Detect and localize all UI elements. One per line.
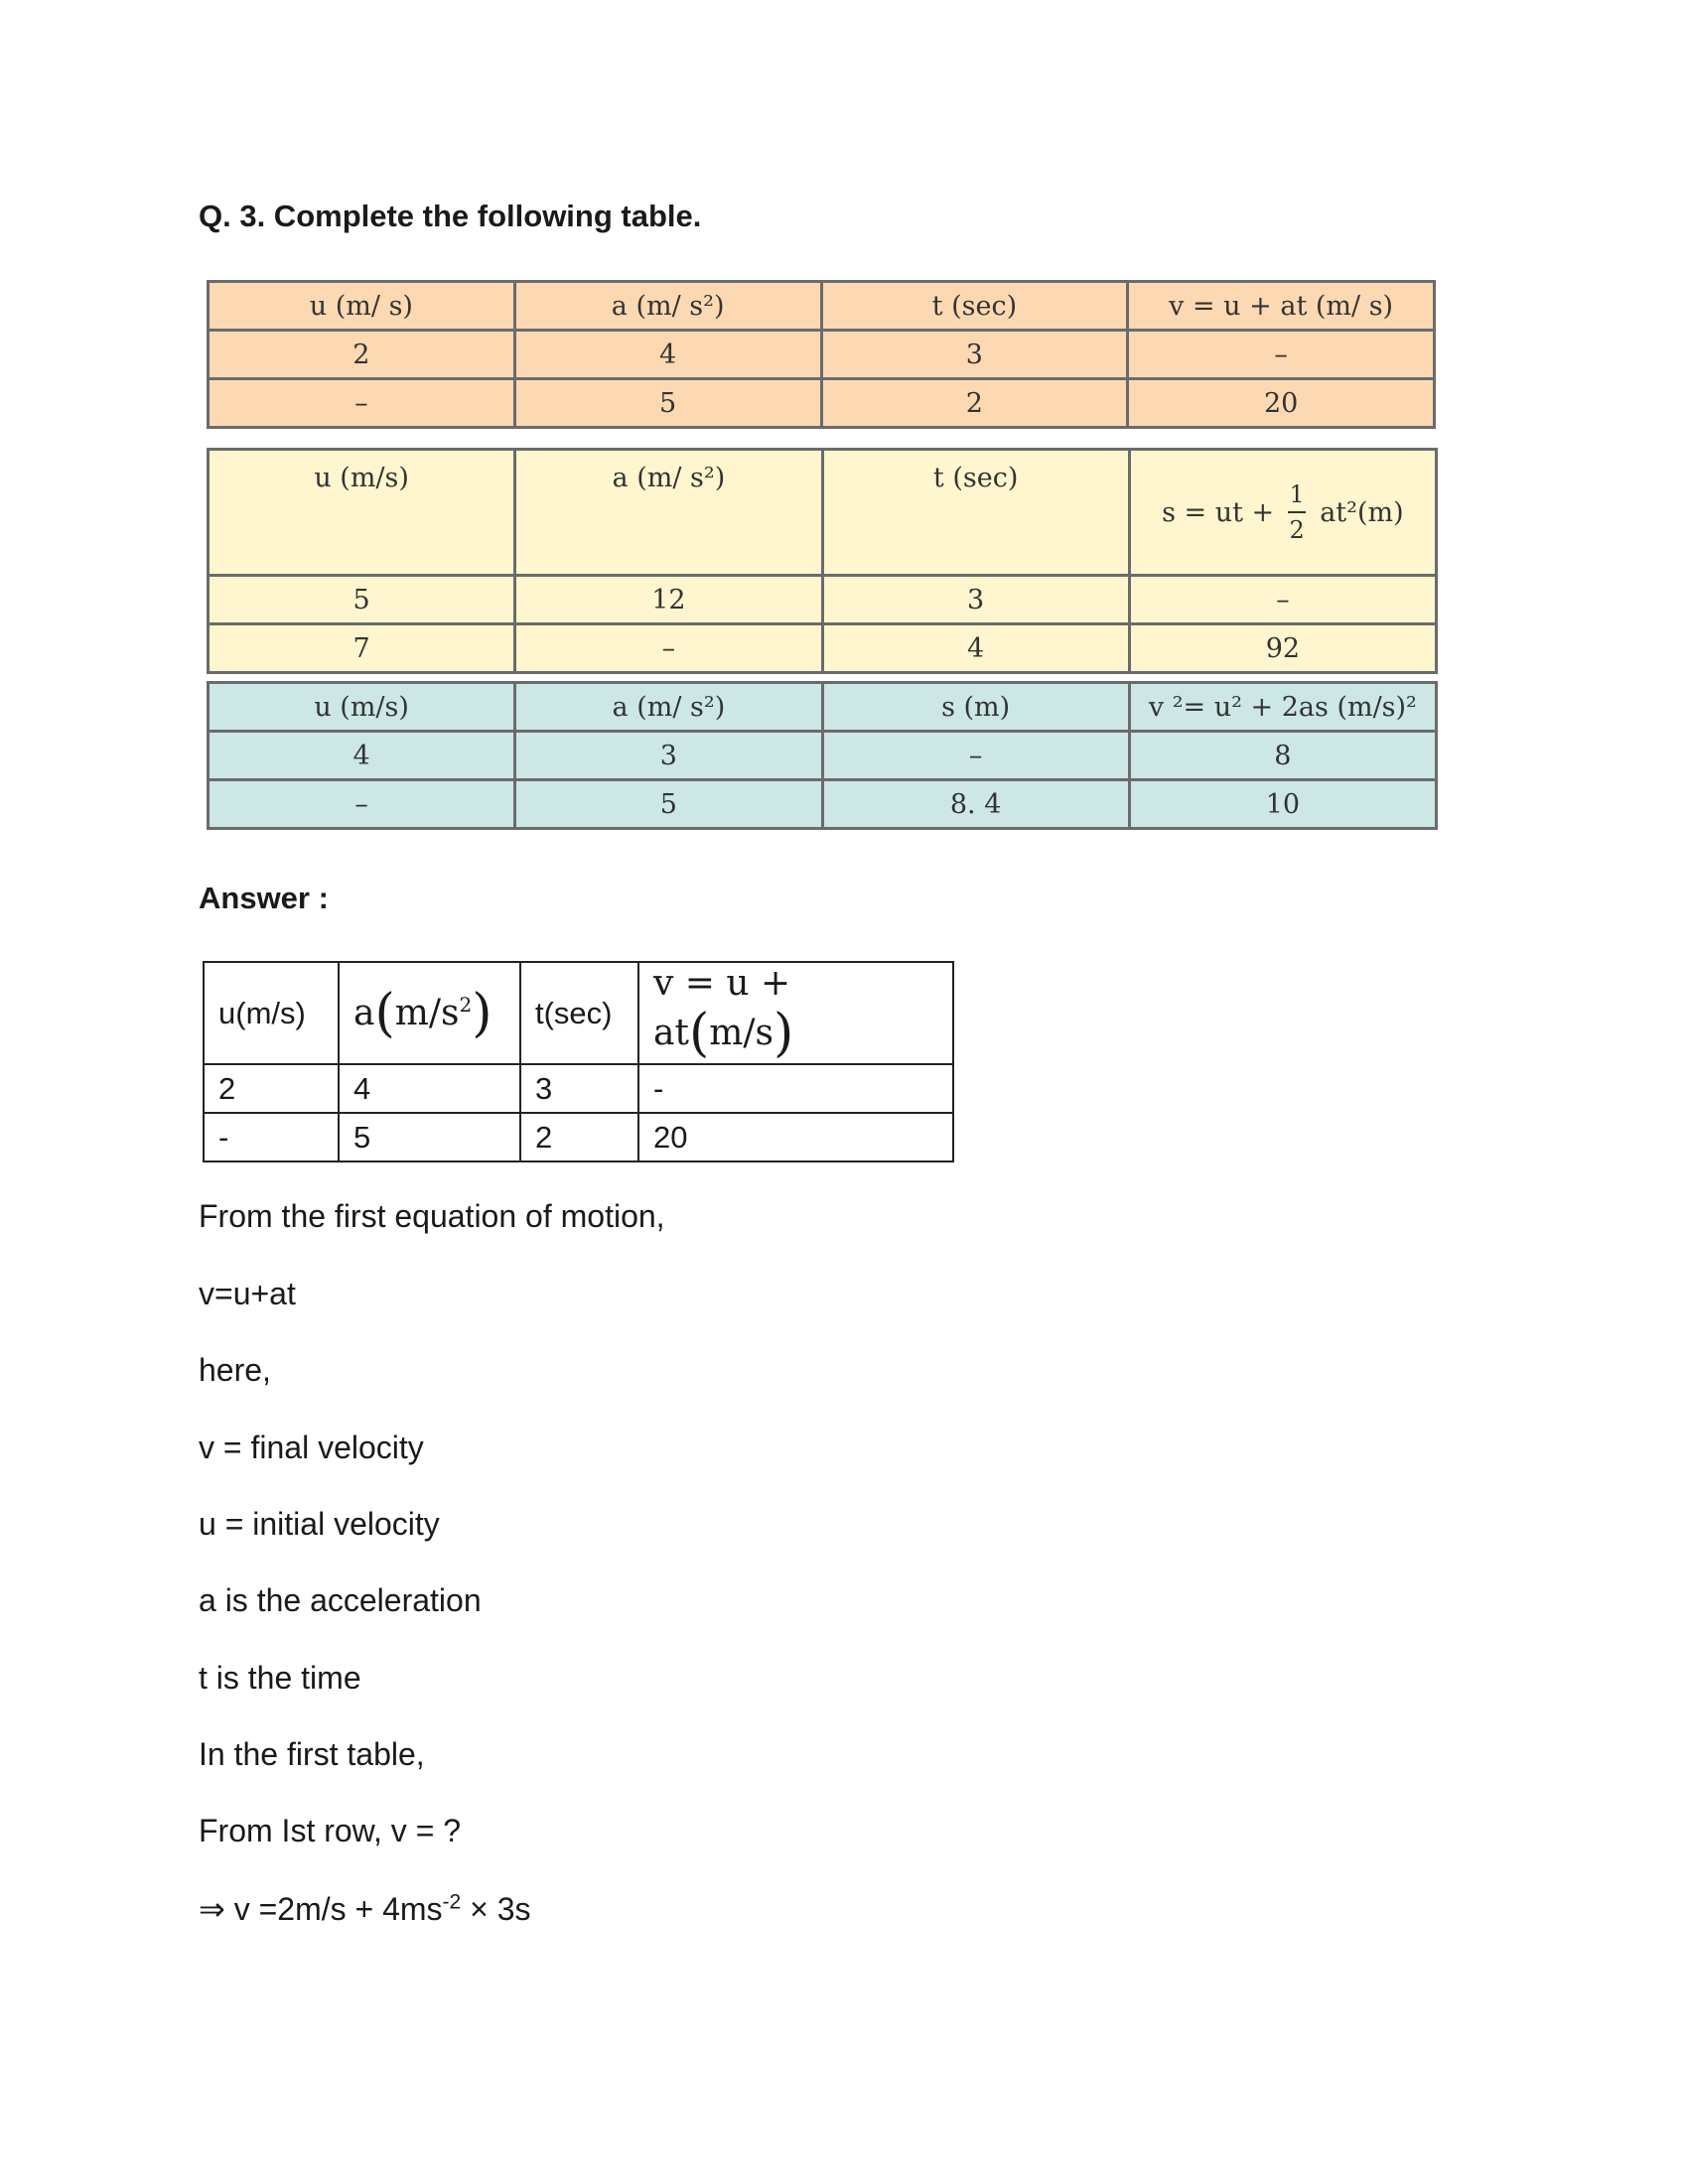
table-cell: 8. 4 <box>822 780 1129 829</box>
table-header-cell: t (sec) <box>821 282 1128 331</box>
paragraph-equation-intro: From the first equation of motion, <box>199 1198 665 1234</box>
table-cell: 2 <box>821 379 1128 428</box>
fraction-denominator: 2 <box>1289 516 1305 544</box>
table-cell: – <box>209 379 515 428</box>
question-table-third-equation <box>207 681 1438 830</box>
table-cell: 5 <box>514 379 821 428</box>
table-cell: - <box>638 1064 953 1113</box>
table-row <box>209 331 1435 379</box>
table-cell: 3 <box>520 1064 638 1113</box>
header-v-formula: v = u + at <box>653 963 791 1053</box>
table-header-cell: t (sec) <box>822 450 1129 576</box>
table-cell: 92 <box>1129 624 1436 673</box>
paragraph-acceleration: a is the acceleration <box>199 1582 482 1618</box>
formula-prefix: s = ut + <box>1162 496 1275 528</box>
calc-exponent: -2 <box>442 1890 462 1914</box>
table-row <box>209 732 1437 780</box>
table-header-cell: a (m/ s²) <box>514 282 821 331</box>
implies-arrow: ⇒ <box>199 1890 225 1928</box>
table-header-cell: v = u + at (m/ s) <box>1128 282 1435 331</box>
table-cell: 5 <box>339 1113 520 1161</box>
header-a-prefix: a <box>353 992 375 1033</box>
table-cell: – <box>515 624 822 673</box>
table-row <box>209 624 1437 673</box>
table-row <box>204 1064 953 1113</box>
open-paren: ( <box>374 983 395 1043</box>
table-header-cell: t(sec) <box>520 962 638 1064</box>
table-header-cell: u(m/s) <box>204 962 339 1064</box>
table-cell: - <box>204 1113 339 1161</box>
table-header-cell: u (m/ s) <box>209 282 515 331</box>
table-header-cell <box>638 962 953 1064</box>
table-cell: 4 <box>209 732 515 780</box>
answer-table <box>203 961 954 1162</box>
paragraph-time: t is the time <box>199 1660 361 1696</box>
paragraph-first-table: In the first table, <box>199 1736 425 1772</box>
table-cell: 5 <box>209 576 515 624</box>
formula-header-cell <box>1129 450 1436 576</box>
paragraph-here: here, <box>199 1352 271 1388</box>
header-a-unit: m/s <box>394 992 460 1033</box>
table-header-cell: a (m/ s²) <box>515 683 822 732</box>
calc-part-2: × 3s <box>461 1891 531 1927</box>
table-cell: 10 <box>1129 780 1436 829</box>
table-row <box>204 1113 953 1161</box>
table-cell: – <box>822 732 1129 780</box>
question-table-velocity <box>207 280 1436 429</box>
calc-part-1: v =2m/s + 4ms <box>224 1891 443 1927</box>
table-cell: 4 <box>339 1064 520 1113</box>
table-cell: 2 <box>520 1113 638 1161</box>
table-cell: 2 <box>204 1064 339 1113</box>
table-cell: 7 <box>209 624 515 673</box>
table-cell: 12 <box>515 576 822 624</box>
question-table-displacement <box>207 448 1438 674</box>
table-header-cell: s (m) <box>822 683 1129 732</box>
table-header-cell: u (m/s) <box>209 450 515 576</box>
table-cell: 2 <box>209 331 515 379</box>
paragraph-first-row: From Ist row, v = ? <box>199 1813 462 1848</box>
paragraph-initial-velocity: u = initial velocity <box>199 1506 440 1542</box>
table-row <box>209 379 1435 428</box>
fraction-numerator: 1 <box>1289 479 1305 508</box>
table-row <box>209 576 1437 624</box>
table-header-cell <box>339 962 520 1064</box>
answer-label: Answer : <box>199 881 329 915</box>
table-cell: 4 <box>514 331 821 379</box>
table-cell: 3 <box>515 732 822 780</box>
table-cell: 3 <box>822 576 1129 624</box>
table-cell: – <box>1129 576 1436 624</box>
table-header-cell: v ²= u² + 2as (m/s)² <box>1129 683 1436 732</box>
table-cell: 4 <box>822 624 1129 673</box>
open-paren: ( <box>688 1004 710 1063</box>
header-a-exponent: 2 <box>459 992 473 1017</box>
table-cell: 3 <box>821 331 1128 379</box>
fraction-bar <box>1288 511 1306 513</box>
close-paren: ) <box>773 1004 794 1063</box>
paragraph-calculation <box>199 1890 531 1928</box>
table-row <box>209 780 1437 829</box>
table-cell: 8 <box>1129 732 1436 780</box>
table-cell: 20 <box>638 1113 953 1161</box>
question-title: Q. 3. Complete the following table. <box>199 199 702 233</box>
fraction <box>1288 481 1306 544</box>
close-paren: ) <box>472 983 492 1043</box>
table-cell: – <box>209 780 515 829</box>
table-header-cell: u (m/s) <box>209 683 515 732</box>
formula-suffix: at²(m) <box>1320 496 1404 528</box>
paragraph-final-velocity: v = final velocity <box>199 1430 424 1465</box>
table-cell: – <box>1128 331 1435 379</box>
paragraph-equation: v=u+at <box>199 1276 296 1311</box>
table-cell: 20 <box>1128 379 1435 428</box>
table-cell: 5 <box>515 780 822 829</box>
table-header-cell: a (m/ s²) <box>515 450 822 576</box>
header-v-unit: m/s <box>709 1013 774 1053</box>
